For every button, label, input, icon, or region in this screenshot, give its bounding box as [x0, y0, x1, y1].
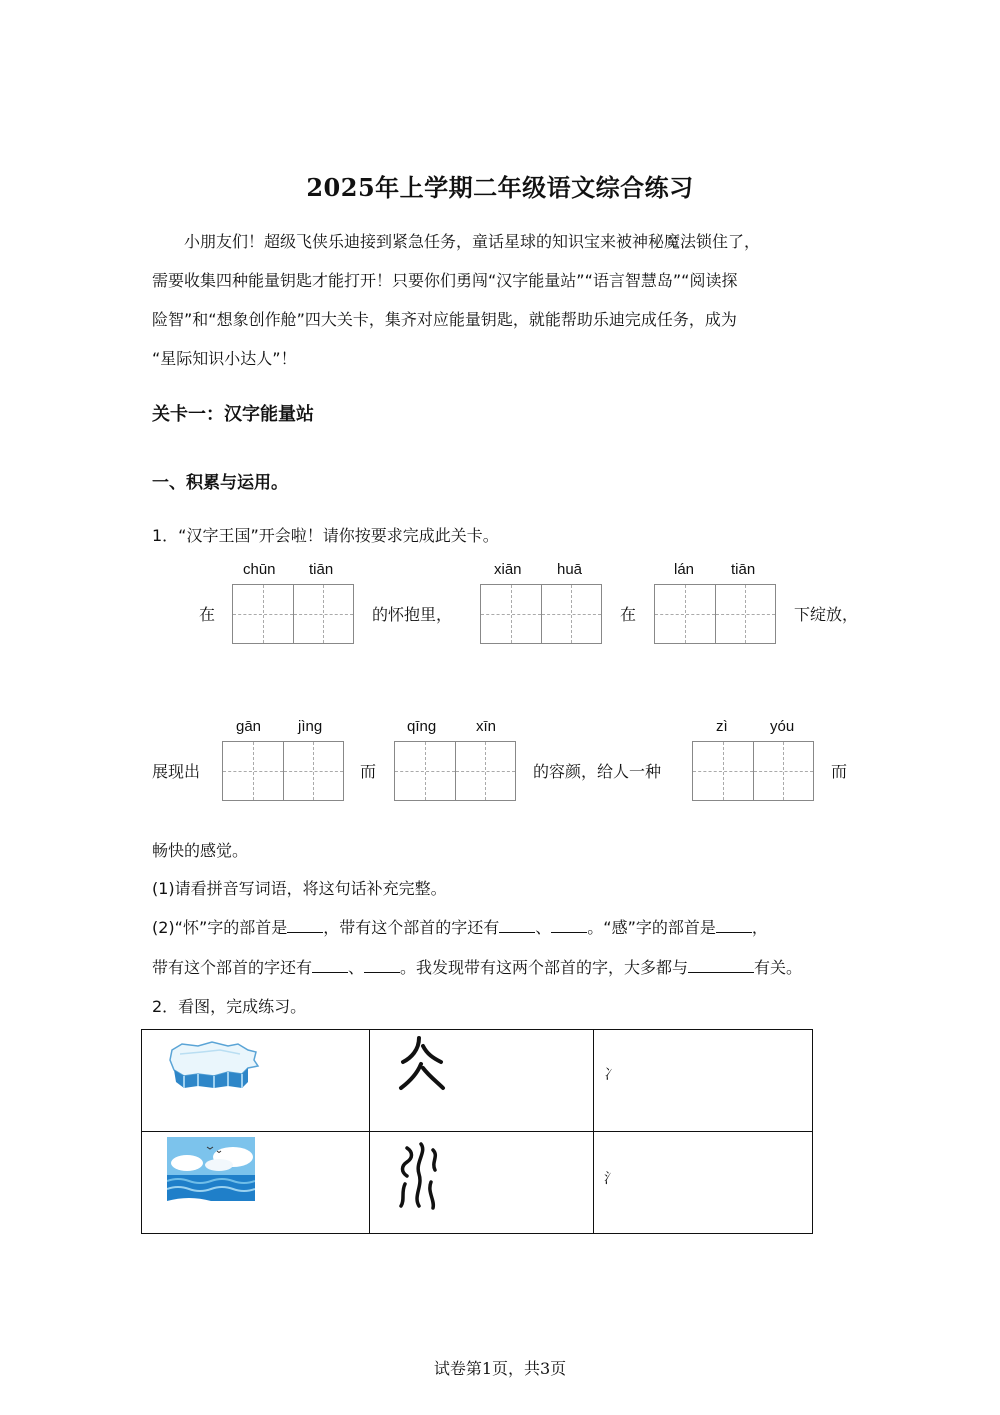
- writing-grid[interactable]: [654, 584, 776, 644]
- pinyin: yóu: [770, 718, 795, 735]
- question-1-prompt: 1．“汉字王国”开会啦！请你按要求完成此关卡。: [152, 526, 499, 545]
- pinyin: zì: [716, 718, 728, 735]
- table-row: [142, 1030, 813, 1132]
- sentence-text: 在: [199, 605, 216, 624]
- sentence-text: 而: [360, 762, 377, 781]
- answer-blank[interactable]: [499, 918, 535, 933]
- answer-blank[interactable]: [364, 958, 400, 973]
- pinyin: lán: [674, 561, 695, 578]
- pinyin: jìng: [298, 718, 323, 735]
- answer-blank[interactable]: [287, 918, 323, 933]
- pinyin: qīng: [407, 718, 437, 735]
- writing-grid[interactable]: [692, 741, 814, 801]
- ancient-glyph-cell: [370, 1030, 594, 1132]
- pinyin: huā: [557, 561, 583, 578]
- writing-grid[interactable]: [222, 741, 344, 801]
- radical-cell[interactable]: [594, 1132, 813, 1234]
- ancient-bing-glyph: [397, 1034, 447, 1094]
- writing-grid[interactable]: [232, 584, 354, 644]
- ice-image: [168, 1036, 260, 1088]
- answer-blank[interactable]: [688, 958, 754, 973]
- table-row: [142, 1132, 813, 1234]
- pinyin: chūn: [243, 561, 276, 578]
- intro-line: 小朋友们！超级飞侠乐迪接到紧急任务，童话星球的知识宝来被神秘魔法锁住了，: [184, 232, 761, 251]
- writing-grid[interactable]: [480, 584, 602, 644]
- intro-line: 需要收集四种能量钥匙才能打开！只要你们勇闯“汉字能量站”“语言智慧岛”“阅读探: [152, 271, 738, 290]
- answer-blank[interactable]: [551, 918, 587, 933]
- picture-table: [141, 1029, 813, 1234]
- pinyin: tiān: [309, 561, 334, 578]
- radical-text: 冫: [604, 1067, 618, 1083]
- image-cell: [142, 1132, 370, 1234]
- question-2-prompt: 2．看图，完成练习。: [152, 997, 307, 1016]
- ancient-glyph-cell: [370, 1132, 594, 1234]
- sentence-text: 展现出: [152, 762, 201, 781]
- sentence-text: 畅快的感觉。: [152, 841, 249, 860]
- pinyin: gān: [236, 718, 262, 735]
- pinyin: tiān: [731, 561, 756, 578]
- sub-question-1: (1)请看拼音写词语，将这句话补充完整。: [152, 879, 447, 898]
- pinyin: xiān: [494, 561, 522, 578]
- sentence-text: 在: [620, 605, 637, 624]
- answer-blank[interactable]: [312, 958, 348, 973]
- radical-text: 氵: [604, 1171, 618, 1187]
- radical-cell[interactable]: [594, 1030, 813, 1132]
- intro-paragraph: [152, 222, 852, 378]
- sub-question-2: (2)“怀”字的部首是 ，带有这个部首的字还有 、 。“感”字的部首是 ，: [152, 918, 768, 937]
- pinyin: xīn: [476, 718, 497, 735]
- sentence-text: 的容颜，给人一种: [533, 762, 662, 781]
- sea-image: [167, 1137, 255, 1207]
- image-cell: [142, 1030, 370, 1132]
- answer-blank[interactable]: [716, 918, 752, 933]
- sentence-text: 下绽放，: [794, 605, 859, 624]
- section-title: 一、积累与运用。: [152, 473, 288, 493]
- page-footer: 试卷第1页，共3页: [433, 1359, 567, 1378]
- sub-question-2-cont: 带有这个部首的字还有 、 。我发现带有这两个部首的字，大多都与 有关。: [152, 958, 803, 977]
- page-title: 2025年上学期二年级语文综合练习: [306, 173, 694, 202]
- intro-line: 险智”和“想象创作舱”四大关卡，集齐对应能量钥匙，就能帮助乐迪完成任务，成为: [152, 310, 737, 329]
- sentence-text: 而: [831, 762, 848, 781]
- intro-line: “星际知识小达人”！: [152, 349, 297, 368]
- writing-grid[interactable]: [394, 741, 516, 801]
- sentence-text: 的怀抱里，: [372, 605, 453, 624]
- level-title: 关卡一：汉字能量站: [152, 404, 314, 425]
- ancient-shui-glyph: [397, 1140, 441, 1210]
